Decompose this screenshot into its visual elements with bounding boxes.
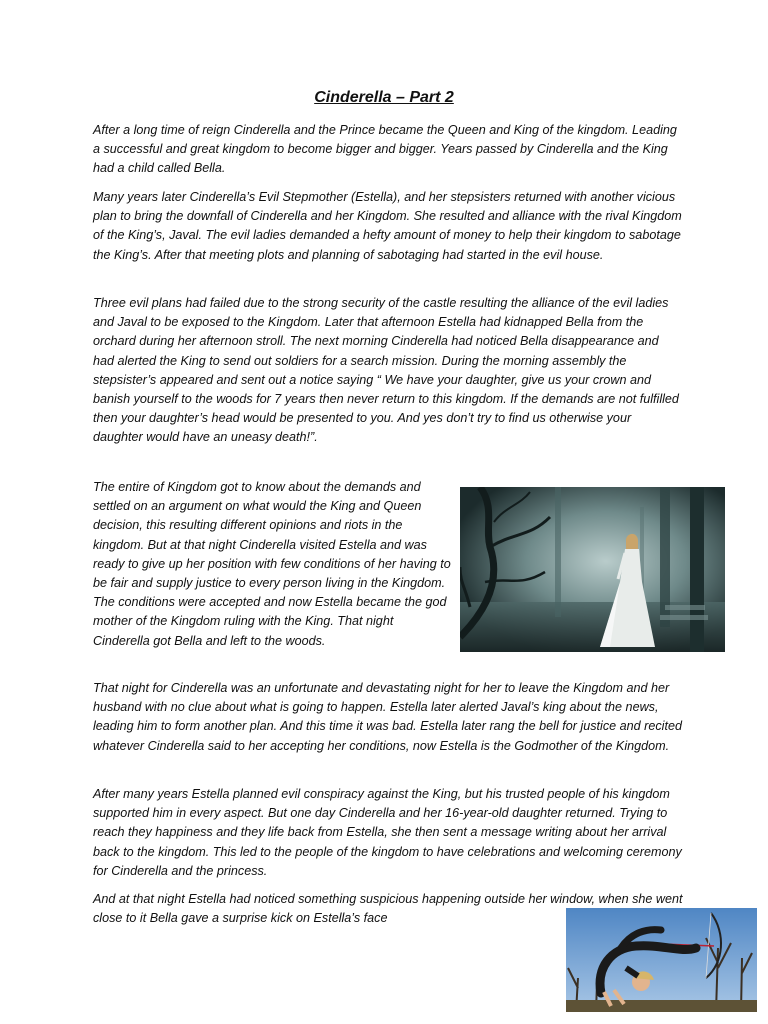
paragraph-2: Many years later Cinderella’s Evil Stepmother (Estella), and her stepsisters returned with another vicious plan to bring the downfall of Cinderella and her Kingdom. She resulted and alliance with the rival Kingdom of the King’s, Javal. The evil ladies demanded a hefty amount of money to help their kingdom to sabotage the King’s. After that meeting plots and planning of sabotaging had started in the evil house. [93, 190, 682, 262]
paragraph-4: The entire of Kingdom got to know about the demands and settled on an argument on what would the King and Queen decision, this resulting different opinions and riots in the kingdom. But at that night Cinderella visited Estella and was ready to give up her position with few conditions of her having to be fair and supply justice to every person living in the Kingdom. The conditions were accepted and now Estella became the god mother of the Kingdom ruling with the King. That night Cinderella got Bella and left to the woods. [93, 480, 451, 648]
paragraph-5: That night for Cinderella was an unfortunate and devastating night for her to leave the Kingdom and her husband with no clue about what is going to happen. Estella later alerted Javal’s king about the news, leading him to form another plan. And this time it was bad. Estella later rang the bell for justice and recited whatever Cinderella said to her accepting her conditions, now Estella is the Godmother of the Kingdom. [93, 681, 682, 753]
paragraph-3: Three evil plans had failed due to the strong security of the castle resulting the alliance of the evil ladies and Javal to be exposed to the Kingdom. Later that afternoon Estella had kidnapped Bella from the orchard during her afternoon stroll. The next morning Cinderella had noticed Bella disappearance and had alerted the King to send out soldiers for a search mission. During the morning assembly the stepsister’s appeared and sent out a notice saying “ We have your daughter, give us your crown and banish yourself to the woods for 7 years then never return to this kingdom. If the demands are not fulfilled then your daughter’s head would be presented to you. And yes don’t try to find us otherwise your daughter would have an uneasy death!”. [93, 296, 679, 445]
forest-woman-image [460, 487, 725, 652]
paragraph-7: And at that night Estella had noticed something suspicious happening outside her window, when she went close to it Bella gave a surprise kick on Estella’s face [93, 892, 683, 926]
archer-image [566, 908, 757, 1012]
paragraph-1: After a long time of reign Cinderella and the Prince became the Queen and King of the kingdom. Leading a successful and great kingdom to become bigger and bigger. Years passed by Cinderella and the King had a child called Bella. [93, 123, 677, 176]
paragraph-6: After many years Estella planned evil conspiracy against the King, but his trusted people of his kingdom supported him in every aspect. But one day Cinderella and her 16-year-old daughter returned. Trying to reach they happiness and they life back from Estella, she then sent a message writing about her arrival back to the kingdom. This led to the people of the kingdom to have celebrations and welcoming ceremony for Cinderella and the princess. [93, 787, 682, 878]
page-title: Cinderella – Part 2 [314, 89, 454, 106]
